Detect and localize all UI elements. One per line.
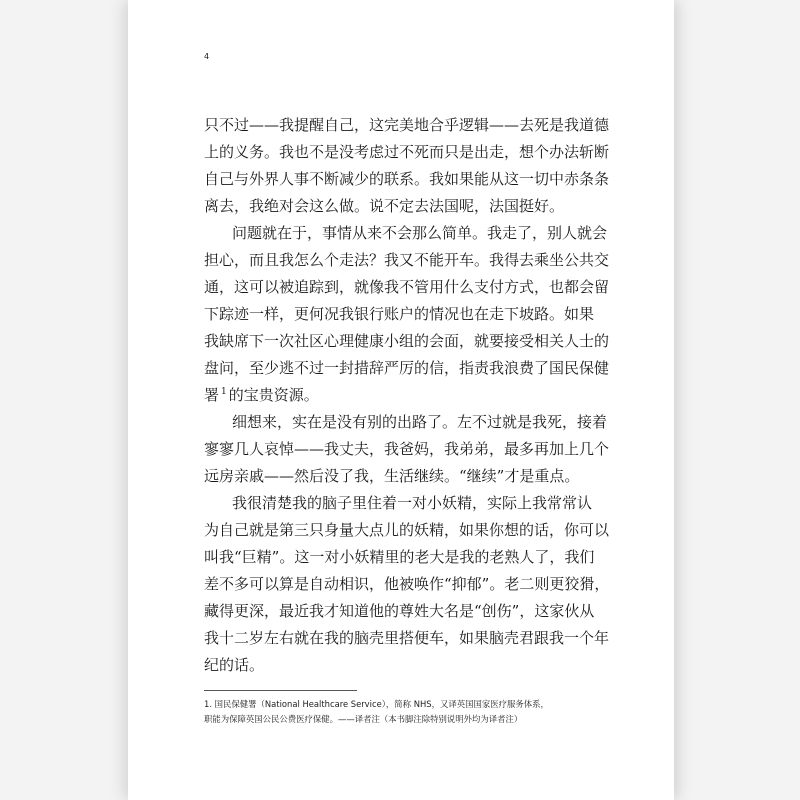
footnote xyxy=(204,697,604,727)
text-line: 藏得更深，最近我才知道他的尊姓大名是“创伤”，这家伙从 xyxy=(204,602,595,620)
footnote-marker: 1 xyxy=(221,387,227,397)
text-line-with-footnote xyxy=(204,382,579,409)
text-line: 只不过——我提醒自己，这完美地合乎逻辑——去死是我道德 xyxy=(204,116,610,134)
text-line: 寥寥几人哀悼——我丈夫，我爸妈，我弟弟，最多再加上几个 xyxy=(204,440,610,458)
body-text xyxy=(204,112,610,679)
text-line: 自己与外界人事不断减少的联系。我如果能从这一切中赤条条 xyxy=(204,170,610,188)
text-line: 离去，我绝对会这么做。说不定去法国呢，法国挺好。 xyxy=(204,197,565,215)
text-line: 我十二岁左右就在我的脑壳里搭便车，如果脑壳君跟我一个年 xyxy=(204,629,610,647)
book-page xyxy=(128,0,674,800)
paragraph-start-line: 问题就在于，事情从来不会那么简单。我走了，别人就会 xyxy=(232,224,608,242)
text-line: 远房亲戚——然后没了我，生活继续。“继续”才是重点。 xyxy=(204,467,580,485)
text-fragment: 的宝贵资源。 xyxy=(228,386,319,404)
text-line: 担心，而且我怎么个走法？我又不能开车。我得去乘坐公共交 xyxy=(204,251,610,269)
footnote-line: 职能为保障英国公民公费医疗保健。——译者注（本书脚注除特别说明外均为译者注） xyxy=(204,714,523,724)
text-line: 叫我“巨精”。这一对小妖精里的老大是我的老熟人了，我们 xyxy=(204,548,595,566)
paragraph-start-line: 我很清楚我的脑子里住着一对小妖精，实际上我常常认 xyxy=(232,494,593,512)
text-line: 下踪迹一样，更何况我银行账户的情况也在走下坡路。如果 xyxy=(204,305,595,323)
paragraph-start-line: 细想来，实在是没有别的出路了。左不过就是我死，接着 xyxy=(232,413,608,431)
text-line: 差不多可以算是自动相识，他被唤作“抑郁”。老二则更狡猾， xyxy=(204,575,610,593)
footnote-divider xyxy=(204,690,357,691)
text-line: 上的义务。我也不是没考虑过不死而只是出走，想个办法斩断 xyxy=(204,143,610,161)
text-line: 通，这可以被追踪到，就像我不管用什么支付方式，也都会留 xyxy=(204,278,610,296)
footnote-line: 1. 国民保健署（National Healthcare Service），简称 NHS，又译英国国家医疗服务体系， xyxy=(204,699,549,709)
text-line: 我缺席下一次社区心理健康小组的会面，就要接受相关人士的 xyxy=(204,332,610,350)
page-number: 4 xyxy=(204,52,210,61)
text-fragment: 署 xyxy=(204,386,220,404)
text-line: 纪的话。 xyxy=(204,656,265,674)
text-line: 为自己就是第三只身量大点儿的妖精，如果你想的话，你可以 xyxy=(204,521,610,539)
text-line: 盘问，至少逃不过一封措辞严厉的信，指责我浪费了国民保健 xyxy=(204,359,610,377)
